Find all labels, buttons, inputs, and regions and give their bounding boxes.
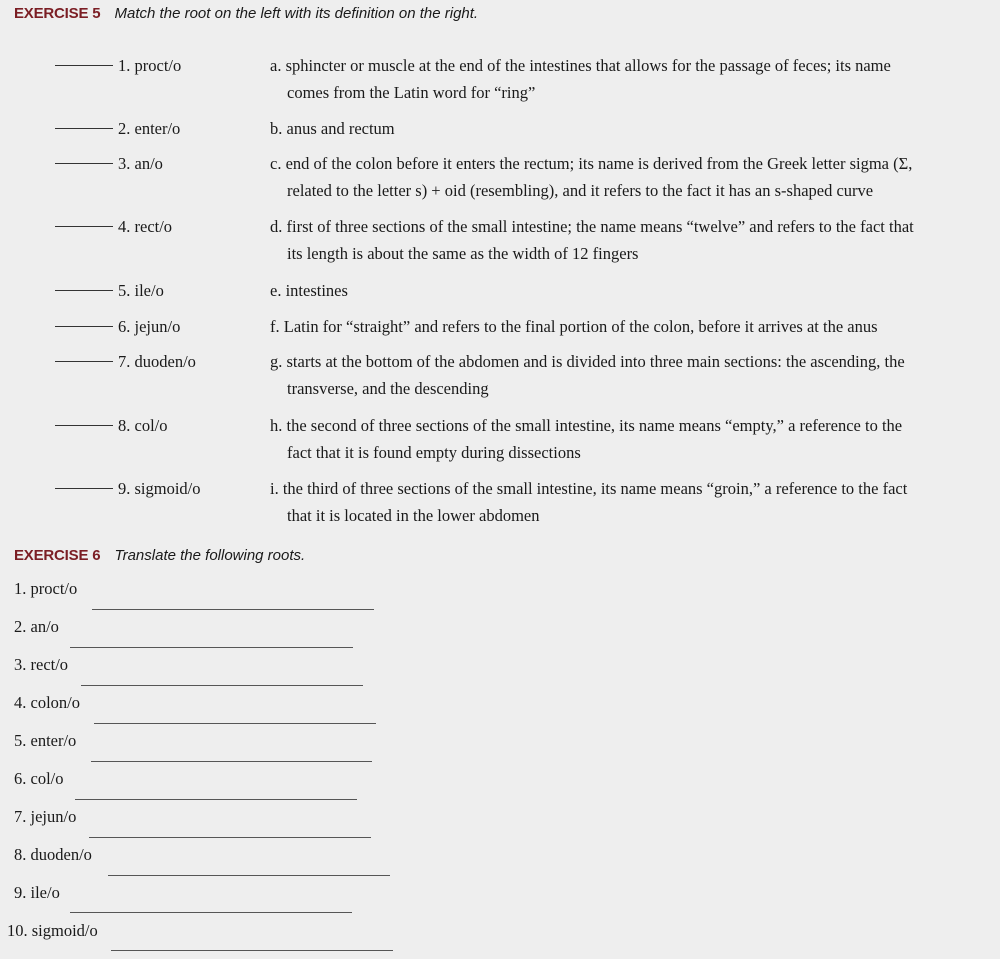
translate-item: 6. col/o	[14, 769, 64, 788]
definition	[270, 475, 998, 529]
root-term: 9. sigmoid/o	[118, 479, 201, 498]
definition-line: c. end of the colon before it enters the rectum; its name is derived from the Greek letter sigma (Σ,	[270, 154, 913, 173]
answer-line[interactable]	[111, 950, 393, 951]
translate-item: 7. jejun/o	[14, 807, 77, 826]
definition	[270, 150, 998, 204]
answer-blank[interactable]	[55, 163, 113, 164]
definition-line: f. Latin for “straight” and refers to the final portion of the colon, before it arrives at the anus	[270, 317, 878, 336]
translate-item: 2. an/o	[14, 617, 59, 636]
answer-blank[interactable]	[55, 226, 113, 227]
answer-line[interactable]	[89, 837, 371, 838]
answer-blank[interactable]	[55, 425, 113, 426]
definition	[270, 52, 998, 106]
answer-line[interactable]	[108, 875, 390, 876]
exercise5-header	[14, 5, 478, 22]
definition-line-continued: comes from the Latin word for “ring”	[287, 83, 536, 102]
definition	[270, 213, 998, 267]
definition	[270, 277, 998, 304]
answer-blank[interactable]	[55, 488, 113, 489]
answer-line[interactable]	[94, 723, 376, 724]
translate-item: 3. rect/o	[14, 655, 69, 674]
exercise6-header	[14, 547, 305, 564]
answer-line[interactable]	[92, 609, 374, 610]
answer-line[interactable]	[75, 799, 357, 800]
answer-blank[interactable]	[55, 361, 113, 362]
definition	[270, 115, 998, 142]
definition	[270, 412, 998, 466]
definition-line: i. the third of three sections of the small intestine, its name means “groin,” a reference to the fact	[270, 479, 908, 498]
translate-item: 10. sigmoid/o	[7, 921, 98, 940]
definition-line: h. the second of three sections of the small intestine, its name means “empty,” a reference to the	[270, 416, 903, 435]
definition-line-continued: fact that it is found empty during dissections	[287, 443, 581, 462]
exercise5-instruction: Match the root on the left with its definition on the right.	[114, 5, 479, 22]
answer-line[interactable]	[70, 912, 352, 913]
translate-item: 8. duoden/o	[14, 845, 92, 864]
definition-line: g. starts at the bottom of the abdomen and is divided into three main sections: the ascending, the	[270, 352, 905, 371]
translate-item: 5. enter/o	[14, 731, 77, 750]
translate-item: 1. proct/o	[14, 579, 78, 598]
definition	[270, 313, 998, 340]
root-term: 2. enter/o	[118, 119, 181, 138]
exercise5-label: EXERCISE 5	[14, 5, 101, 22]
root-term: 8. col/o	[118, 416, 168, 435]
root-term: 7. duoden/o	[118, 352, 196, 371]
answer-line[interactable]	[81, 685, 363, 686]
root-term: 4. rect/o	[118, 217, 173, 236]
exercise6-label: EXERCISE 6	[14, 547, 101, 564]
answer-line[interactable]	[70, 647, 353, 648]
definition-line: b. anus and rectum	[270, 119, 395, 138]
root-term: 1. proct/o	[118, 56, 182, 75]
definition-line-continued: its length is about the same as the width of 12 fingers	[287, 244, 639, 263]
definition-line: e. intestines	[270, 281, 348, 300]
answer-blank[interactable]	[55, 128, 113, 129]
definition-line-continued: related to the letter s) + oid (resembling), and it refers to the fact it has an s-shaped curve	[287, 181, 874, 200]
answer-blank[interactable]	[55, 326, 113, 327]
translate-item: 4. colon/o	[14, 693, 80, 712]
root-term: 5. ile/o	[118, 281, 164, 300]
definition-line: d. first of three sections of the small intestine; the name means “twelve” and refers to the fact that	[270, 217, 914, 236]
definition	[270, 348, 998, 402]
answer-blank[interactable]	[55, 65, 113, 66]
answer-blank[interactable]	[55, 290, 113, 291]
root-term: 3. an/o	[118, 154, 163, 173]
root-term: 6. jejun/o	[118, 317, 181, 336]
exercise6-instruction: Translate the following roots.	[114, 547, 306, 564]
definition-line: a. sphincter or muscle at the end of the intestines that allows for the passage of feces; its name	[270, 56, 891, 75]
answer-line[interactable]	[91, 761, 372, 762]
definition-line-continued: transverse, and the descending	[287, 379, 489, 398]
translate-item: 9. ile/o	[14, 883, 60, 902]
definition-line-continued: that it is located in the lower abdomen	[287, 506, 540, 525]
